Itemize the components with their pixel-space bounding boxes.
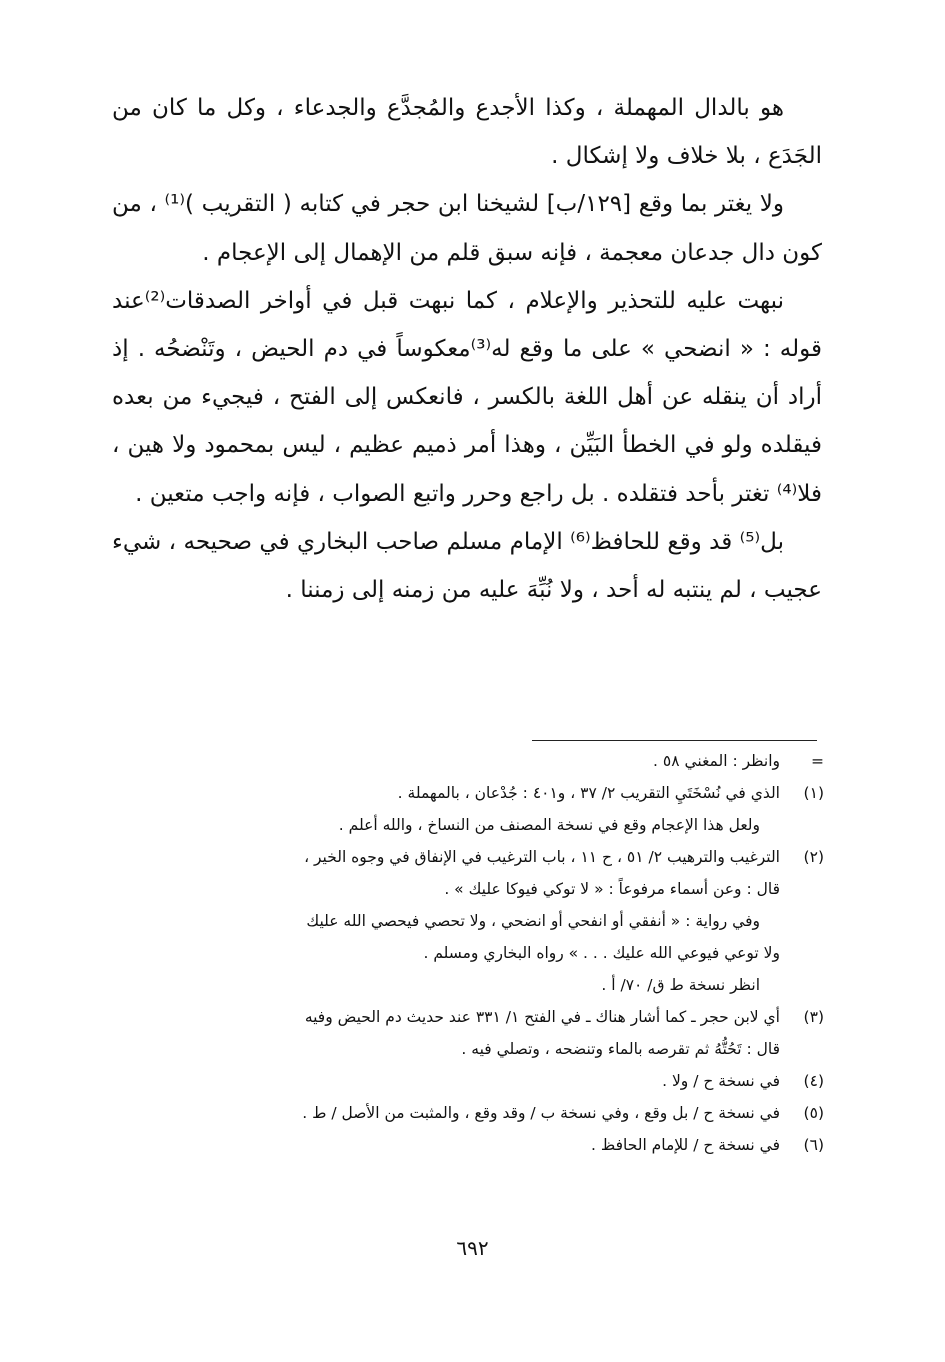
footnote [112,1129,824,1161]
footnote-line: في نسخة ح / بل وقع ، وفي نسخة ب / وقد وقع ، والمثبت من الأصل / ط . [302,1104,780,1122]
footnote [112,777,824,809]
page-number: ٦٩٢ [456,1236,489,1260]
footnote [112,841,824,873]
footnote-number: (٣) [803,1008,824,1026]
paragraph: نبهت عليه للتحذير والإعلام ، كما نبهت قبل في أواخر الصدقات⁽²⁾عند قوله : « انضحي » على ما وقع له⁽³⁾معكوساً في دم الحيض ، وتَنْضحُه . إذ أراد أن ينقله عن أهل اللغة بالكسر ، فانعكس إلى الفتح ، فيجيء من بعده فيقلده ولو في الخطأ البَيِّن ، وهذا أمر ذميم عظيم ، ليس بمحمود ولا هين ، فلا⁽⁴⁾ تغتر بأحد فتقلده . بل راجع وحرر واتبع الصواب ، فإنه واجب متعين . [112,287,822,507]
footnote-number: (٤) [803,1072,824,1090]
footnote-number: (٢) [803,848,824,866]
footnote [112,1001,824,1033]
footnote-line: وفي رواية : « أنفقي أو انفحي أو انضحي ، ولا تحصي فيحصي الله عليك [306,912,760,930]
carryover-text: وانظر : المغني ٥٨ . [653,752,780,770]
footnote-carryover [112,745,824,777]
footnote-line: انظر نسخة ط ق/ ٧٠/ أ . [601,976,760,994]
main-text [112,84,822,614]
paragraph: ولا يغتر بما وقع [١٢٩/ب] لشيخنا ابن حجر في كتابه ( التقريب )⁽¹⁾ ، من كون دال جدعان معجمة ، فإنه سبق قلم من الإهمال إلى الإعجام . [112,191,822,266]
footnote-separator [532,740,817,741]
footnote-line: الذي في نُسْخَتَيِ التقريب ٢/ ٣٧ ، و٤٠١ : جُدْعان ، بالمهملة . [397,784,780,802]
footnote [112,1065,824,1097]
footnote-line: الترغيب والترهيب ٢/ ٥١ ، ح ١١ ، باب الترغيب في الإنفاق في وجوه الخير ، [304,848,780,866]
footnote-line: ولا توعي فيوعي الله عليك . . . » رواه البخاري ومسلم . [423,944,780,962]
footnote-line: ولعل هذا الإعجام وقع في نسخة المصنف من النساخ ، والله أعلم . [338,816,760,834]
footnote-number: (٥) [803,1104,824,1122]
footnotes [112,745,824,1161]
paragraph: بل⁽⁵⁾ قد وقع للحافظ⁽⁶⁾ الإمام مسلم صاحب البخاري في صحيحه ، شيء عجيب ، لم ينتبه له أحد ، ولا نُبِّهَ عليه من زمنه إلى زمننا . [112,528,822,604]
carryover-marker: = [811,752,824,770]
footnote-line: قال : تَحُتُّهُ ثم تقرصه بالماء وتنضحه ، وتصلي فيه . [461,1040,780,1058]
footnote-line: أي لابن حجر ـ كما أشار هناك ـ في الفتح ١/ ٣٣١ عند حديث دم الحيض وفيه [304,1008,780,1026]
footnote [112,1097,824,1129]
footnote-number: (٦) [803,1136,824,1154]
footnote-line: في نسخة ح / للإمام الحافظ . [591,1136,780,1154]
paragraph: هو بالدال المهملة ، وكذا الأجدع والمُجدَّع والجدعاء ، وكل ما كان من الجَدَع ، بلا خلاف ولا إشكال . [112,95,822,170]
footnote-line: في نسخة ح / ولا . [662,1072,780,1090]
footnote-line: قال : وعن أسماء مرفوعاً : « لا توكي فيوكا عليك » . [444,880,780,898]
footnote-number: (١) [803,784,824,802]
